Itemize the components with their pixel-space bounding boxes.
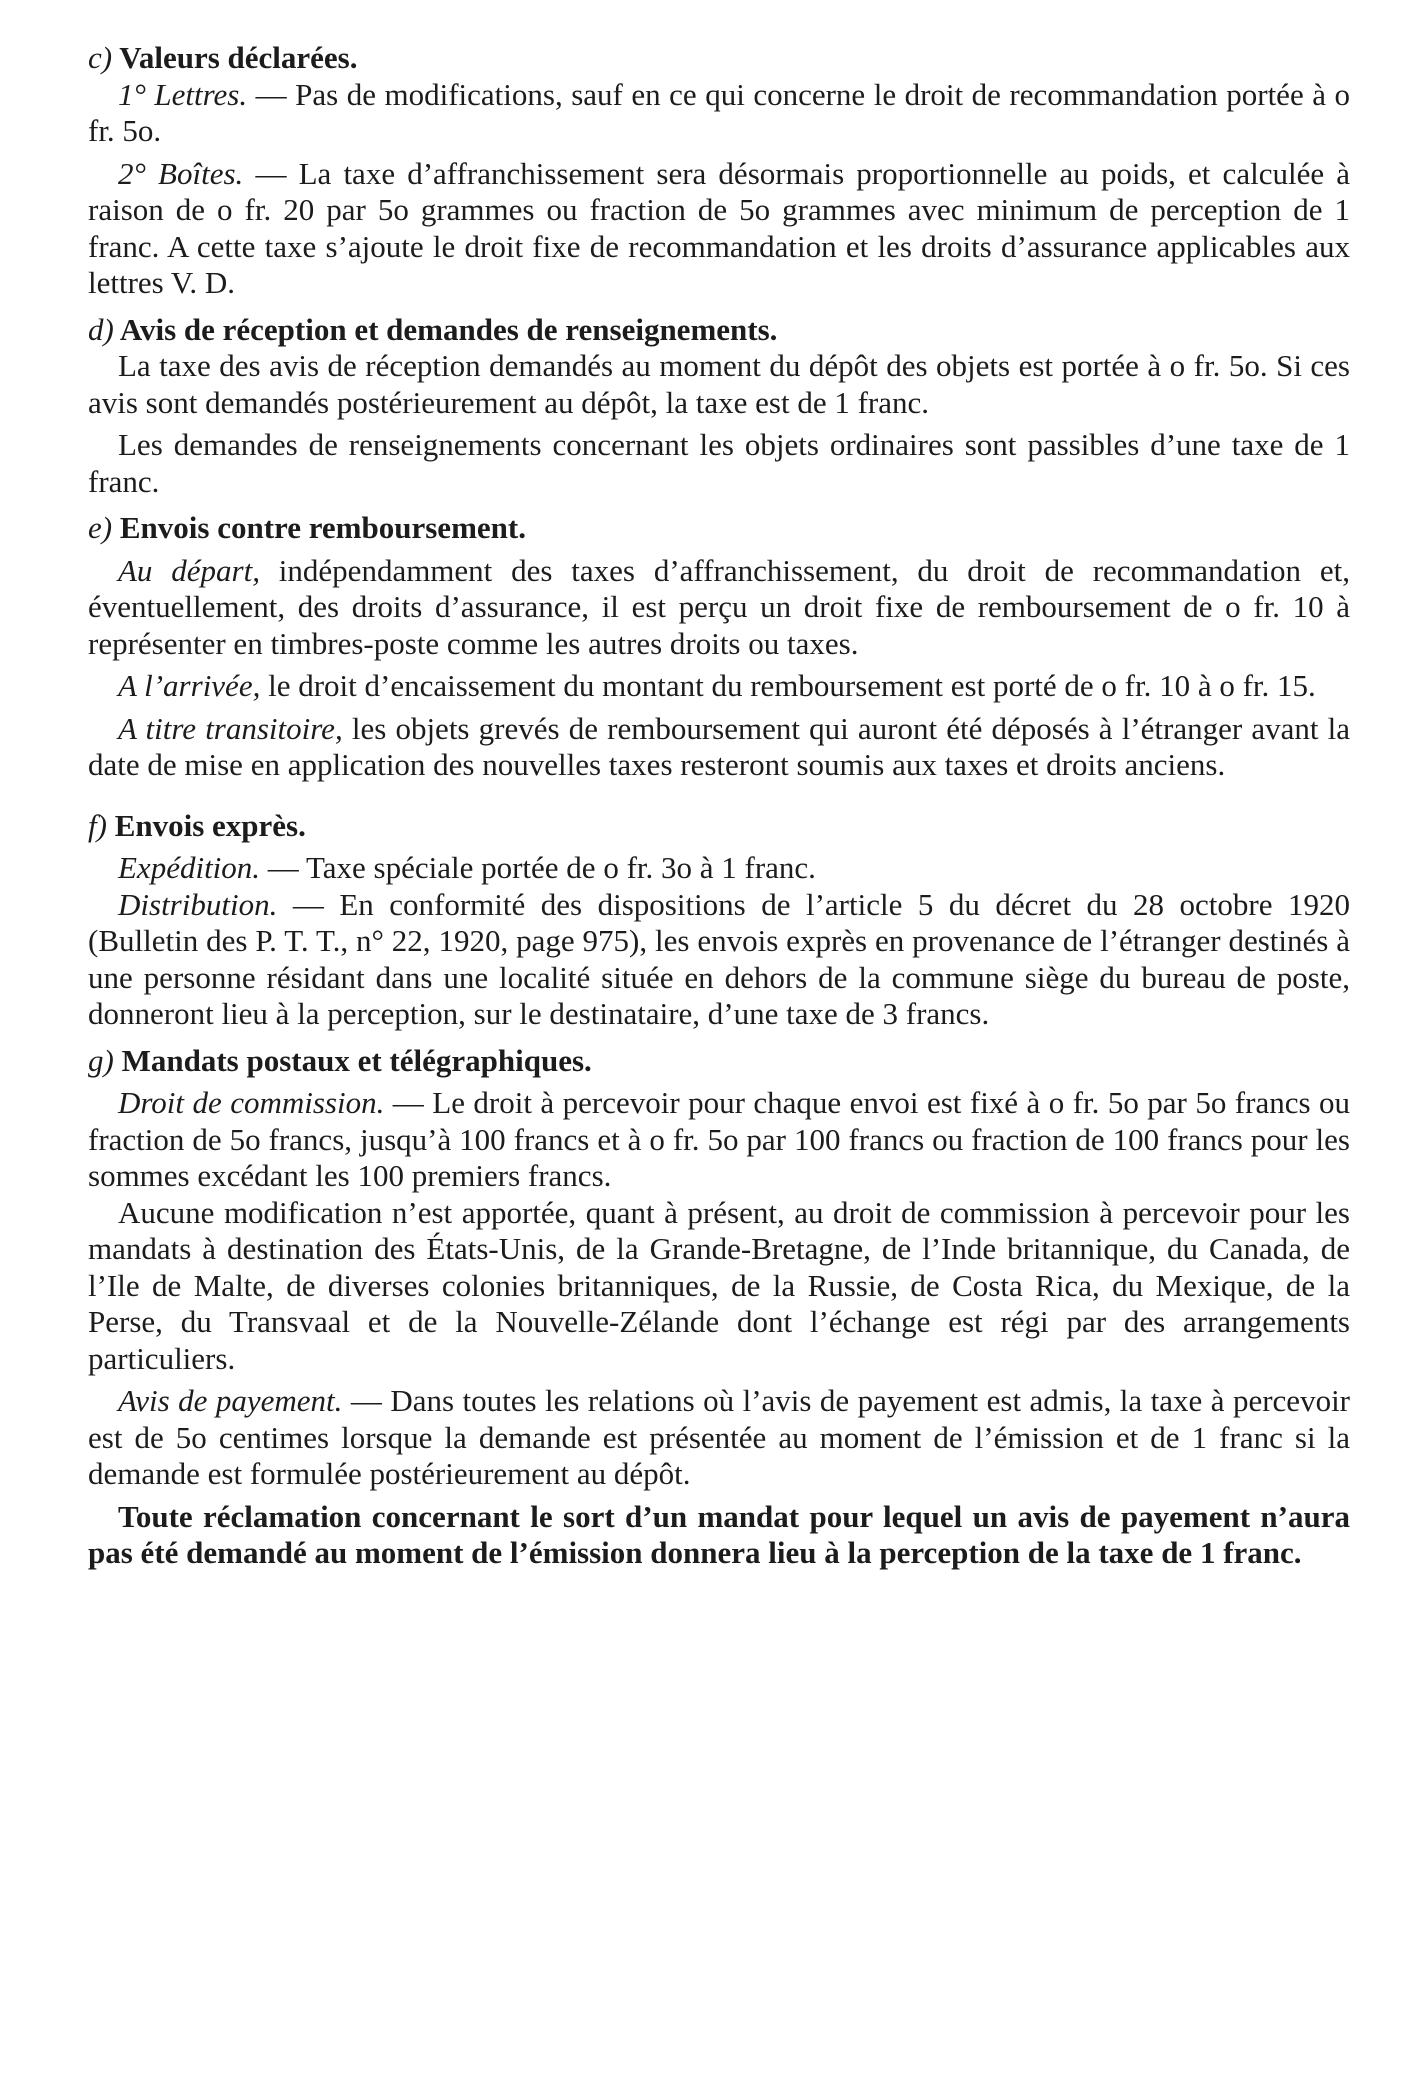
section-e-p3-text: les objets grevés de remboursement qui auront été déposés à l’étranger avant la date de mise en application des nouvelles taxes resteront soumis aux taxes et droits anciens.: [88, 710, 1350, 782]
section-f-title: Envois exprès.: [114, 807, 306, 843]
section-f-p2-lead: Distribution.: [118, 886, 278, 922]
section-c-paragraph-2: [88, 156, 1350, 302]
section-e-p1-lead: Au départ,: [118, 552, 260, 588]
section-c-p1-lead: 1° Lettres.: [118, 76, 248, 112]
section-g-p3-lead: Avis de payement.: [118, 1383, 343, 1418]
section-g-letter: g): [88, 1042, 114, 1078]
section-e-title: Envois contre remboursement.: [119, 510, 526, 545]
section-g-paragraph-2: Aucune modification n’est apportée, quant à présent, au droit de commission à percevoir pour les mandats à destination des États-Unis, de la Grande-Bretagne, de l’Inde britannique, du Canada, de l’Ile de Malte, de diverses colonies britanniques, de la Russie, de Costa Rica, du Mexique, de la Perse, du Transvaal et de la Nouvelle-Zélande dont l’échange est régi par des arrangements particuliers.: [88, 1194, 1350, 1376]
section-f-p2-text: — En conformité des dispositions de l’article 5 du décret du 28 octobre 1920 (Bulletin des P. T. T., n° 22, 1920, page 975), les envois exprès en provenance de l’étranger destinés à une personne résidant dans une localité située en dehors de la commune siège du bureau de poste, donneront lieu à la perception, sur le destinataire, d’une taxe de 3 francs.: [88, 886, 1350, 1031]
section-g-p1-text: — Le droit à percevoir pour chaque envoi est fixé à o fr. 5o par 5o francs ou fraction de 5o francs, jusqu’à 100 francs et à o fr. 5o par 100 francs ou fraction de 100 francs pour les sommes excédant les 100 premiers francs.: [88, 1085, 1350, 1193]
section-f-paragraph-1: [88, 850, 1350, 887]
section-e-p3-lead: A titre transitoire,: [118, 710, 343, 746]
section-e-paragraph-2: [88, 668, 1350, 705]
section-g-p3-text: — Dans toutes les relations où l’avis de payement est admis, la taxe à percevoir est de 5o centimes lorsque la demande est présentée au moment de l’émission et de 1 franc si la demande est formulée postérieurement au dépôt.: [88, 1383, 1351, 1491]
section-c-p1-text: — Pas de modifications, sauf en ce qui concerne le droit de recommandation portée à o fr. 5o.: [88, 76, 1350, 148]
document-body: [88, 40, 1350, 1572]
section-f-p1-text: — Taxe spéciale portée de o fr. 3o à 1 franc.: [260, 850, 816, 885]
section-g-p1-lead: Droit de commission.: [118, 1085, 385, 1120]
section-g-title: Mandats postaux et télégraphiques.: [121, 1042, 592, 1078]
section-e-p2-lead: A l’arrivée,: [118, 668, 261, 703]
section-g-paragraph-1: [88, 1085, 1350, 1195]
section-d-heading: [88, 312, 1350, 349]
section-f-p1-lead: Expédition.: [118, 850, 261, 885]
section-c-p2-text: — La taxe d’affranchissement sera désormais proportionnelle au poids, et calculée à raison de o fr. 20 par 5o grammes ou fraction de 5o grammes avec minimum de perception de 1 franc. A cette taxe s’ajoute le droit fixe de recommandation et les droits d’assurance applicables aux lettres V. D.: [88, 155, 1350, 300]
section-c-paragraph-1: [88, 77, 1350, 150]
section-c-title: Valeurs déclarées.: [119, 40, 358, 75]
section-d-paragraph-2: Les demandes de renseignements concernant les objets ordinaires sont passibles d’une taxe de 1 franc.: [88, 427, 1350, 499]
section-e-paragraph-1: [88, 553, 1350, 663]
section-f-paragraph-2: [88, 887, 1350, 1033]
section-e-p2-text: le droit d’encaissement du montant du remboursement est porté de o fr. 10 à o fr. 15.: [260, 668, 1316, 703]
section-c-heading: [88, 40, 1350, 77]
section-e-paragraph-3: [88, 711, 1350, 784]
section-c-p2-lead: 2° Boîtes.: [118, 155, 244, 191]
section-e-letter: e): [88, 510, 113, 545]
section-d-title: Avis de réception et demandes de renseignements.: [119, 311, 778, 347]
section-e-heading: [88, 510, 1350, 547]
section-e-p1-text: indépendamment des taxes d’affranchissement, du droit de recommandation et, éventuellement, des droits d’assurance, il est perçu un droit fixe de remboursement de o fr. 10 à représenter en timbres-poste comme les autres droits ou taxes.: [88, 552, 1351, 661]
section-g-paragraph-3: [88, 1383, 1350, 1493]
section-d-letter: d): [88, 311, 114, 347]
section-f-letter: f): [88, 807, 107, 843]
section-g-heading: [88, 1043, 1350, 1080]
section-g-paragraph-4: Toute réclamation concernant le sort d’un mandat pour lequel un avis de payement n’aura pas été demandé au moment de l’émission donnera lieu à la perception de la taxe de 1 franc.: [88, 1498, 1350, 1570]
section-f-heading: [88, 808, 1350, 845]
section-c-letter: c): [88, 40, 113, 75]
section-d-paragraph-1: La taxe des avis de réception demandés au moment du dépôt des objets est portée à o fr. 5o. Si ces avis sont demandés postérieurement au dépôt, la taxe est de 1 franc.: [88, 348, 1350, 420]
